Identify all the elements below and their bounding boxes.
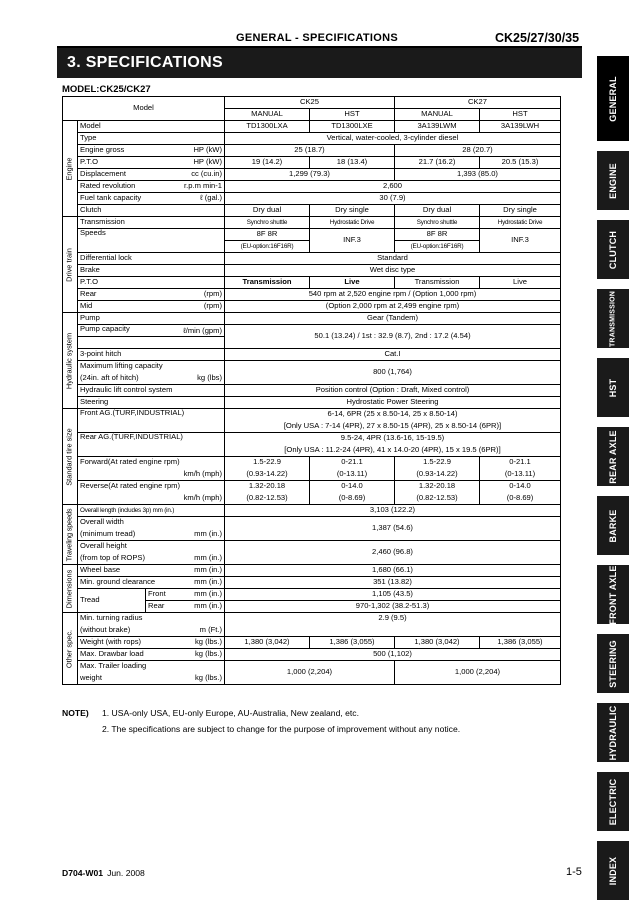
cell: 1.5-22.9 xyxy=(395,457,480,469)
row-label: Clutch xyxy=(78,205,225,217)
group-traveling-speeds: Traveling speeds xyxy=(63,505,78,565)
cell: 1,000 (2,204) xyxy=(395,661,561,685)
cell: 0-21.1 xyxy=(310,457,395,469)
section-title: 3. SPECIFICATIONS xyxy=(57,48,582,78)
cell: Standard xyxy=(225,253,561,265)
row-label: P.T.O xyxy=(78,157,176,169)
section-tabs xyxy=(597,56,629,903)
row-label: Rear AG.(TURF,INDUSTRIAL) xyxy=(78,433,225,457)
cell: Synchro shuttle xyxy=(395,217,480,229)
cell: 25 (18.7) xyxy=(225,145,395,157)
row-unit: (rpm) xyxy=(176,301,225,313)
cell: 2,600 xyxy=(225,181,561,193)
cell: Hydrostatic Power Steering xyxy=(225,397,561,409)
row-unit: mm (in.) xyxy=(176,601,225,613)
cell: 1,393 (85.0) xyxy=(395,169,561,181)
cell: 1,680 (66.1) xyxy=(225,565,561,577)
cell: 970-1,302 (38.2-51.3) xyxy=(225,601,561,613)
cell: Transmission xyxy=(225,277,310,289)
group-tire-size: Standard tire size xyxy=(63,409,78,505)
cell: 500 (1,102) xyxy=(225,649,561,661)
cell: 50.1 (13.24) / 1st : 32.9 (8.7), 2nd : 17.2 (4.54) xyxy=(225,325,561,349)
row-label: Maximum lifting capacity xyxy=(78,361,225,373)
row-unit: km/h (mph) xyxy=(78,493,225,505)
row-label: Max. Drawbar load xyxy=(78,649,176,661)
cell: 8F 8R xyxy=(395,229,480,241)
cell: Live xyxy=(480,277,561,289)
row-unit: HP (kW) xyxy=(176,157,225,169)
row-unit: mm (in.) xyxy=(176,529,225,541)
row-label: (from top of ROPS) xyxy=(78,553,176,565)
group-drive-train: Drive train xyxy=(63,217,78,313)
ck25-manual-header: MANUAL xyxy=(225,109,310,121)
tab-general[interactable]: GENERAL xyxy=(597,56,629,141)
cell: Wet disc type xyxy=(225,265,561,277)
row-spacer xyxy=(78,337,225,349)
cell: 6-14, 6PR (25 x 8.50-14, 25 x 8.50-14) xyxy=(225,409,561,421)
cell: Transmission xyxy=(395,277,480,289)
cell: 800 (1,764) xyxy=(225,361,561,385)
row-label: Type xyxy=(78,133,225,145)
tab-transmission[interactable]: TRANSMISSION xyxy=(597,289,629,348)
model-line: MODEL:CK25/CK27 xyxy=(62,84,151,95)
note-2: 2. The specifications are subject to change for the purpose of improvement without any notice. xyxy=(102,724,461,734)
cell: 1.32-20.18 xyxy=(225,481,310,493)
cell: 30 (7.9) xyxy=(225,193,561,205)
row-label: 3-point hitch xyxy=(78,349,225,361)
row-sublabel: Rear xyxy=(146,601,176,613)
row-label: Steering xyxy=(78,397,225,409)
row-label: (24in. aft of hitch) xyxy=(78,373,176,385)
cell: INF.3 xyxy=(480,229,561,253)
row-label: Displacement xyxy=(78,169,176,181)
row-label: Forward(At rated engine rpm) xyxy=(78,457,225,469)
row-sublabel: Front xyxy=(146,589,176,601)
cell: 1,387 (54.6) xyxy=(225,517,561,541)
cell: 1,380 (3,042) xyxy=(225,637,310,649)
ck27-header: CK27 xyxy=(395,97,561,109)
row-unit: km/h (mph) xyxy=(78,469,225,481)
row-unit: r.p.m min-1 xyxy=(176,181,225,193)
cell: 28 (20.7) xyxy=(395,145,561,157)
row-label: Reverse(At rated engine rpm) xyxy=(78,481,225,493)
row-label: Rated revolution xyxy=(78,181,176,193)
cell: 1,380 (3,042) xyxy=(395,637,480,649)
cell: (0.82-12.53) xyxy=(225,493,310,505)
cell: 21.7 (16.2) xyxy=(395,157,480,169)
group-engine: Engine xyxy=(63,121,78,217)
cell: 19 (14.2) xyxy=(225,157,310,169)
cell: INF.3 xyxy=(310,229,395,253)
cell: (0.82-12.53) xyxy=(395,493,480,505)
cell: Gear (Tandem) xyxy=(225,313,561,325)
row-unit: mm (in.) xyxy=(176,565,225,577)
specifications-table xyxy=(62,96,561,685)
footer-date: Jun. 2008 xyxy=(107,868,145,878)
tab-engine[interactable]: ENGINE xyxy=(597,151,629,210)
row-label: Pump xyxy=(78,313,225,325)
cell: 1,386 (3,055) xyxy=(310,637,395,649)
cell: Hydrostatic Drive xyxy=(480,217,561,229)
notes xyxy=(62,705,460,737)
cell: (0.93-14.22) xyxy=(395,469,480,481)
tab-rear-axle[interactable]: REAR AXLE xyxy=(597,427,629,486)
cell: 0-21.1 xyxy=(480,457,561,469)
cell: [Only USA : 11.2-24 (4PR), 41 x 14.0-20 (4PR), 15 x 19.5 (6PR)] xyxy=(225,445,561,457)
cell: Dry dual xyxy=(395,205,480,217)
row-unit: HP (kW) xyxy=(176,145,225,157)
row-label: Front AG.(TURF,INDUSTRIAL) xyxy=(78,409,225,433)
cell: 1,105 (43.5) xyxy=(225,589,561,601)
cell: 1.5-22.9 xyxy=(225,457,310,469)
cell: TD1300LXA xyxy=(225,121,310,133)
row-label: Min. turning radius xyxy=(78,613,225,625)
row-label: (minimum tread) xyxy=(78,529,176,541)
cell: 1.32-20.18 xyxy=(395,481,480,493)
cell: 540 rpm at 2,520 engine rpm / (Option 1,000 rpm) xyxy=(225,289,561,301)
cell: 0-14.0 xyxy=(310,481,395,493)
cell: Synchro shuttle xyxy=(225,217,310,229)
row-label: Brake xyxy=(78,265,225,277)
cell: 2.9 (9.5) xyxy=(225,613,561,625)
tab-clutch[interactable]: CLUTCH xyxy=(597,220,629,279)
cell: 9.5-24, 4PR (13.6-16, 15-19.5) xyxy=(225,433,561,445)
ck25-header: CK25 xyxy=(225,97,395,109)
row-label: Mid xyxy=(78,301,176,313)
row-label: Overall width xyxy=(78,517,225,529)
cell: Position control (Option : Draft, Mixed control) xyxy=(225,385,561,397)
row-label: Wheel base xyxy=(78,565,176,577)
tab-steering[interactable]: STEERING xyxy=(597,634,629,693)
row-unit: mm (in.) xyxy=(176,577,225,589)
cell: 20.5 (15.3) xyxy=(480,157,561,169)
tab-brake[interactable]: BARKE xyxy=(597,496,629,555)
notes-tag: NOTE) xyxy=(62,708,89,718)
row-label: Pump capacity xyxy=(78,325,146,337)
note-1: 1. USA-only USA, EU-only Europe, AU-Australia, New zealand, etc. xyxy=(102,708,359,718)
row-unit: kg (lbs.) xyxy=(176,649,225,661)
row-label: Max. Trailer loading xyxy=(78,661,225,673)
row-unit: (rpm) xyxy=(176,289,225,301)
row-label: Model xyxy=(78,121,225,133)
cell: Live xyxy=(310,277,395,289)
row-label: Min. ground clearance xyxy=(78,577,176,589)
row-label: Hydraulic lift control system xyxy=(78,385,225,397)
tab-electric[interactable]: ELECTRIC xyxy=(597,772,629,831)
cell: 8F 8R xyxy=(225,229,310,241)
row-label: Engine gross xyxy=(78,145,176,157)
row-unit: kg (lbs) xyxy=(176,373,225,385)
group-other-spec: Other spec. xyxy=(63,613,78,685)
cell: (Option 2,000 rpm at 2,499 engine rpm) xyxy=(225,301,561,313)
header-section-title: GENERAL - SPECIFICATIONS xyxy=(236,32,399,44)
row-label: Rear xyxy=(78,289,176,301)
cell: 3,103 (122.2) xyxy=(225,505,561,517)
row-label: Fuel tank capacity xyxy=(78,193,176,205)
cell: 351 (13.82) xyxy=(225,577,561,589)
row-label: Overall height xyxy=(78,541,225,553)
cell: Hydrostatic Drive xyxy=(310,217,395,229)
row-label: Overall length (includes 3p) mm (in.) xyxy=(78,505,225,517)
cell: (0-13.11) xyxy=(310,469,395,481)
ck27-hst-header: HST xyxy=(480,109,561,121)
cell: (EU-option:16F16R) xyxy=(225,241,310,253)
cell: Dry dual xyxy=(225,205,310,217)
tab-front-axle[interactable]: FRONT AXLE xyxy=(597,565,629,624)
row-unit: mm (in.) xyxy=(176,589,225,601)
row-label: Weight (with rops) xyxy=(78,637,176,649)
tab-hydraulic[interactable]: HYDRAULIC xyxy=(597,703,629,762)
group-dimensions: Dimensions xyxy=(63,565,78,613)
cell: Dry single xyxy=(310,205,395,217)
row-label: Differential lock xyxy=(78,253,225,265)
cell: 0-14.0 xyxy=(480,481,561,493)
row-unit: m (Ft.) xyxy=(176,625,225,637)
row-label: P.T.O xyxy=(78,277,225,289)
group-hydraulic: Hydraulic system xyxy=(63,313,78,409)
page-number: 1-5 xyxy=(566,866,582,878)
cell: [Only USA : 7-14 (4PR), 27 x 8.50-15 (4PR), 25 x 8.50-14 (6PR)] xyxy=(225,421,561,433)
ck25-hst-header: HST xyxy=(310,109,395,121)
footer-doc: D704-W01 Jun. 2008 xyxy=(62,868,145,878)
cell: 18 (13.4) xyxy=(310,157,395,169)
row-label: weight xyxy=(78,673,176,685)
cell: TD1300LXE xyxy=(310,121,395,133)
cell: 3A139LWH xyxy=(480,121,561,133)
model-header: Model xyxy=(63,97,225,121)
row-label: Transmission xyxy=(78,217,225,229)
header-model-numbers: CK25/27/30/35 xyxy=(495,31,580,45)
tab-index[interactable]: INDEX xyxy=(597,841,629,900)
cell: (0-8.69) xyxy=(480,493,561,505)
row-spacer xyxy=(225,625,561,637)
cell: (0-13.11) xyxy=(480,469,561,481)
row-unit: ℓ (gal.) xyxy=(176,193,225,205)
cell: 1,299 (79.3) xyxy=(225,169,395,181)
row-label: (without brake) xyxy=(78,625,176,637)
cell: (0-8.69) xyxy=(310,493,395,505)
cell: (0.93-14.22) xyxy=(225,469,310,481)
cell: Dry single xyxy=(480,205,561,217)
row-unit: mm (in.) xyxy=(176,553,225,565)
row-unit: ℓ/min (gpm) xyxy=(146,325,225,337)
cell: Vertical, water-cooled, 3-cylinder diesel xyxy=(225,133,561,145)
cell: 2,460 (96.8) xyxy=(225,541,561,565)
ck27-manual-header: MANUAL xyxy=(395,109,480,121)
cell: 1,000 (2,204) xyxy=(225,661,395,685)
cell: (EU-option:16F16R) xyxy=(395,241,480,253)
cell: 1,386 (3,055) xyxy=(480,637,561,649)
row-unit: kg (lbs.) xyxy=(176,673,225,685)
row-unit: cc (cu.in) xyxy=(176,169,225,181)
tab-hst[interactable]: HST xyxy=(597,358,629,417)
row-label: Speeds xyxy=(78,229,225,253)
cell: 3A139LWM xyxy=(395,121,480,133)
row-unit: kg (lbs.) xyxy=(176,637,225,649)
row-label: Tread xyxy=(78,589,146,613)
cell: Cat.I xyxy=(225,349,561,361)
